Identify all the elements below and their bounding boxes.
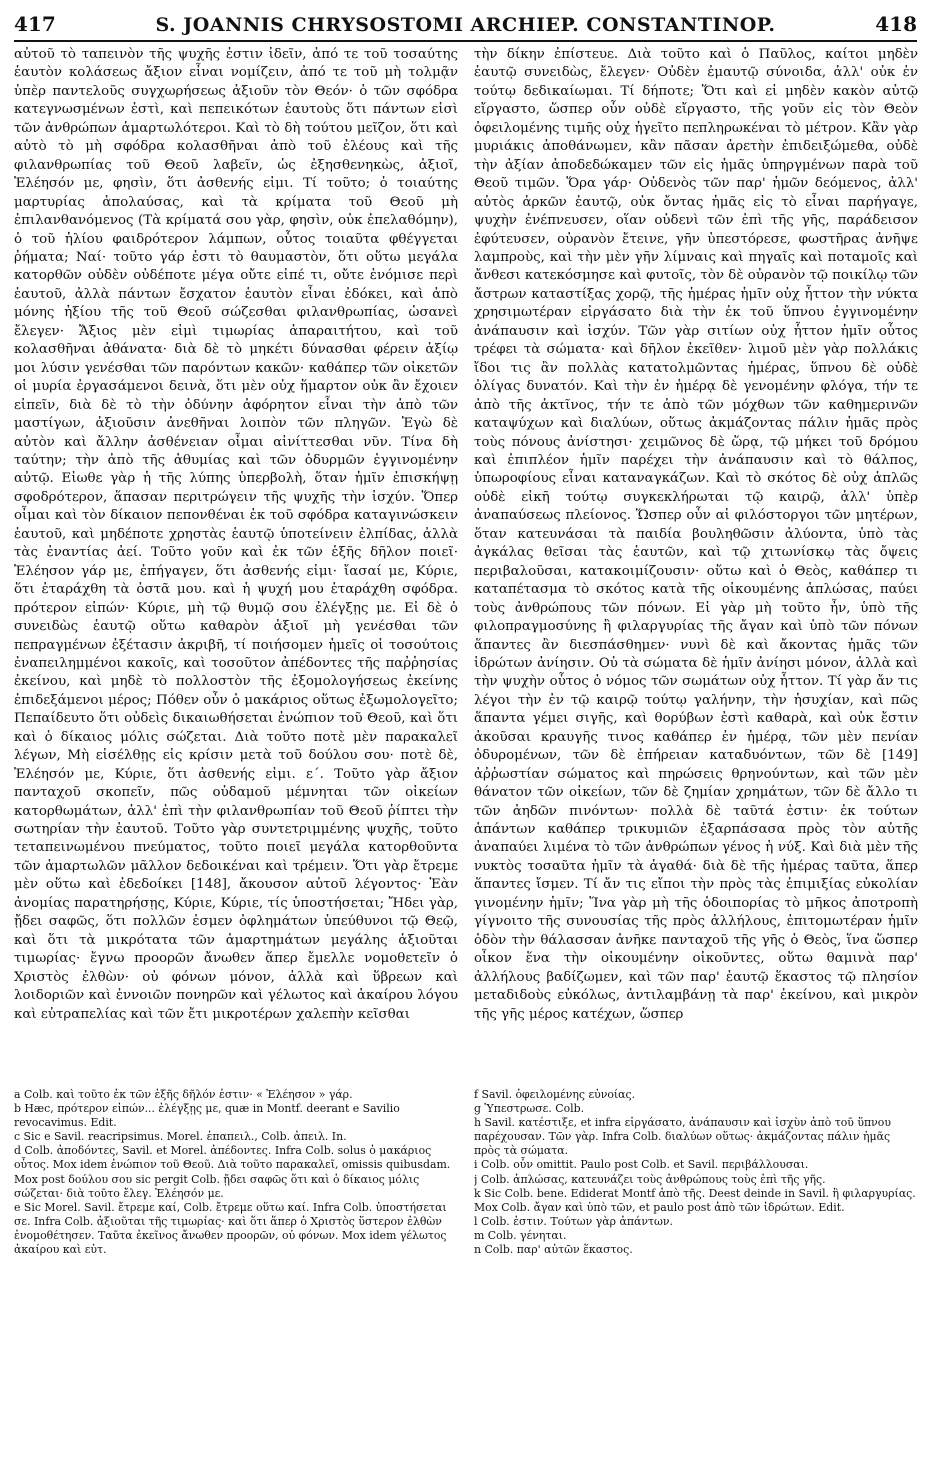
- left-column-text: [14, 46, 458, 1084]
- running-title: S. JOANNIS CHRYSOSTOMI ARCHIEP. CONSTANTINOP.: [155, 14, 776, 36]
- footnote: b Hæc, πρότερον εἰπών... ἐλέγξῃς με, quæ in Montf. deerant e Savilio revocavimus. Edit.: [14, 1102, 400, 1130]
- left-column-paragraph: αὐτοῦ τὸ ταπεινὸν τῆς ψυχῆς ἐστιν ἰδεῖν, ἀπό τε τοῦ τοσαύτης ἑαυτὸν κολάσεως ἄξιον εἶναι νομίζειν, ἀπό τε τοῦ μὴ τολμᾷν ὑπὲρ παντελοῦς συγχωρήσεως ἀξιοῦν τὸν Θεόν· ὁ τῶν σφόδρα κατεγνωσμένων ἐστὶ, καὶ πεπεικότων ἑαυτοὺς ὅτι πάντων εἰσὶ τῶν ἀνθρώπων ἁμαρτωλότεροι. Καὶ τὸ δὴ τούτου μεῖζον, ὅτι καὶ αὐτὸ τὸ μὴ σφόδρα κολασθῆναι ἀπὸ τοῦ ἐλέους καὶ τῆς φιλανθρωπίας τοῦ Θεοῦ λαβεῖν, ὡς ἐξησθενηκὼς, ἀξιοῖ, Ἐλέησόν με, φησὶν, ὅτι ἀσθενής εἰμι. Τί τοῦτο; ὁ τοιαύτης μαρτυρίας ἀπολαύσας, καὶ τὰ κρίματα τοῦ Θεοῦ μὴ ἐπιλανθανόμενος (Τὰ κρίματά σου γὰρ, φησὶν, οὐκ ἐπελαθόμην), ὁ τοῦ ἡλίου φαιδρότερον λάμπων, οὗτος τοιαῦτα φθέγγεται ῥήματα; Ναί· τοῦτο γάρ ἐστι τὸ θαυμαστὸν, ὅτι οὕτω μεγάλα κατορθῶν οὐδὲν οὐδέποτε μέγα οὔτε εἰπέ τι, οὔτε ἐνόμισε περὶ ἑαυτοῦ, ἀλλὰ πάντων ἔσχατον ἑαυτὸν εἶναι ἐδόκει, καὶ ἀπὸ μόνης ἠξίου τῆς τοῦ Θεοῦ σώζεσθαι φιλανθρωπίας, ὡσανεὶ ἔλεγεν· Ἄξιος μὲν εἰμὶ τιμωρίας ἀπαραιτήτου, καὶ τοῦ κολασθῆναι ἀθάνατα· διὰ δὲ τὸ μηκέτι δύνασθαι φέρειν ἀξίῳ μοι λύσιν γενέσθαι τῶν παρόντων κακῶν· καθάπερ τῶν οἰκετῶν οἱ μυρία ἐργασάμενοι δεινὰ, ὅτι μὲν οὐχ ἥμαρτον οὐκ ἂν ἔχοιεν εἰπεῖν, διὰ δὲ τὸ τὴν ὀδύνην ἀφόρητον εἶναι τὴν ἀπὸ τῶν μαστίγων, ἀξιοῦσιν ἀνεθῆναι λοιπὸν τῶν πληγῶν. Ἐγὼ δὲ αὐτὸν καὶ ἄλλην ἀσθένειαν οἶμαι αἰνίττεσθαι νῦν. Τίνα δὴ ταύτην; τὴν ἀπὸ τῆς ἀθυμίας καὶ τῶν ὀδυρμῶν ἐγγινομένην αὐτῷ. Εἰωθε γὰρ ἡ τῆς λύπης ὑπερβολὴ, ὅταν ἡμῖν ἐπισκήψῃ σφοδρότερον, ἅπασαν περιτρώγειν τῆς ψυχῆς τὴν ἰσχύν. Ὅπερ οἶμαι καὶ τὸν δίκαιον πεπονθέναι ἐκ τοῦ σφόδρα καταγινώσκειν ἑαυτοῦ, καὶ μηδέποτε χρηστὰς ἑαυτῷ ὑποτείνειν ἐλπίδας, ἀλλὰ τὰς ἐναντίας ἀεί. Τοῦτο γοῦν καὶ ἐκ τῶν ἑξῆς δῆλον ποιεῖ· Ἐλέησον γάρ με, ἐπήγαγεν, ὅτι ἀσθενής εἰμι· ἴασαί με, Κύριε, ὅτι ἐταράχθη τὰ ὀστᾶ μου. καὶ ἡ ψυχή μου ἐταράχθη σφόδρα. πρότερον εἰπών· Κύριε, μὴ τῷ θυμῷ σου ἐλέγξῃς με. Εἰ δὲ ὁ συνειδὼς ἑαυτῷ οὕτω καθαρὸν ἀξιοῖ μὴ γενέσθαι τῶν πεπραγμένων ἐξέτασιν ἀκριβῆ, τί ποιήσομεν ἡμεῖς οἱ τοσούτοις ἐναπειλημμένοι κακοῖς, καὶ τοσοῦτον ἀπέδοντες τῆς παῤῥησίας ἐκείνου, καὶ μηδὲ τὸ πολλοστὸν τῆς ἐξομολογήσεως ἐκείνης ἐπιδεξάμενοι μέρος; Πόθεν οὖν ὁ μακάριος οὕτως ἐξωμολογεῖτο; Πεπαίδευτο ὅτι οὐδεὶς δικαιωθήσεται ἐνώπιον τοῦ Θεοῦ, καὶ ὅτι καὶ ὁ δίκαιος μόλις σώζεται. Διὰ τοῦτο ποτὲ μὲν παρακαλεῖ λέγων, Μὴ εἰσέλθῃς εἰς κρίσιν μετὰ τοῦ δούλου σου· ποτὲ δὲ, Ἐλέησόν με, Κύριε, ὅτι ἀσθενής εἰμι. ε΄. Τοῦτο γὰρ ἄξιον πανταχοῦ σκοπεῖν, πῶς οὐδαμοῦ μέμνηται τῶν οἰκείων κατορθωμάτων, ἀλλ' ἐπὶ τὴν φιλανθρωπίαν τοῦ Θεοῦ ῥίπτει τὴν σωτηρίαν τὴν ἑαυτοῦ. Τοῦτο γὰρ συντετριμμένης ψυχῆς, τοῦτο τεταπεινωμένου πνεύματος, τοῦτο ποιεῖ μεγάλα κατορθοῦντα τῶν ἁμαρτωλῶν μᾶλλον δεδοικέναι καὶ τρέμειν. Ὅτι γὰρ ἔτρεμε μὲν οὕτω καὶ ἐδεδοίκει [148], ἄκουσον αὐτοῦ λέγοντος· Ἐὰν ἀνομίας παρατηρήσῃς, Κύριε, Κύριε, τίς ὑποστήσεται; Ἤδει γὰρ, ᾔδει σαφῶς, ὅτι πολλῶν ἐσμεν ὀφλημάτων ὑπεύθυνοι τῷ Θεῷ, καὶ ὅτι τὰ μικρότατα τῶν ἁμαρτημάτων μεγάλης ἀξιοῦται τιμωρίας· ἔγνω προορῶν ἄνωθεν ἅπερ ἔμελλε νομοθετεῖν ὁ Χριστὸς ἐλθὼν· οὐ φόνων μόνον, ἀλλὰ καὶ ὕβρεων καὶ λοιδοριῶν καὶ ἐννοιῶν πονηρῶν καὶ γέλωτος καὶ ἀκαίρου λόγου καὶ εὐτραπελίας καὶ τῶν ἔτι μικροτέρων χαλεπὴν κεῖσθαι: [14, 47, 458, 1022]
- footnote: i Colb. οὖν omittit. Paulo post Colb. et Savil. περιβάλλουσαι.: [474, 1158, 809, 1172]
- footnote: a Colb. καὶ τοῦτο ἐκ τῶν ἑξῆς δῆλόν ἐστιν· « Ἐλέησον » γάρ.: [14, 1088, 353, 1101]
- footnote: g Ὑπεστρωσε. Colb.: [474, 1102, 585, 1116]
- right-column-text: [474, 46, 918, 1084]
- footnote: m Colb. γένηται.: [474, 1228, 567, 1242]
- left-page-number: 417: [14, 12, 56, 36]
- footnote: c Sic e Savil. reacripsimus. Morel. ἐπαπειλ., Colb. ἀπειλ. In.: [14, 1130, 347, 1144]
- footnote: l Colb. ἐστιν. Τούτων γὰρ ἁπάντων.: [474, 1214, 673, 1228]
- left-footnotes: [14, 1088, 458, 1468]
- footnote: h Savil. κατέστιξε, et infra εἰργάσατο, ἀνάπαυσιν καὶ ἰσχὺν ἀπὸ τοῦ ὕπνου παρέχουσαν. Τῶν γὰρ. Infra Colb. διαλύων οὕτως· ἀκμάζοντας πάλιν ἡμᾶς πρὸς τὰ σώματα.: [474, 1116, 891, 1158]
- right-column-paragraph: τὴν δίκην ἐπίστευε. Διὰ τοῦτο καὶ ὁ Παῦλος, καίτοι μηδὲν ἑαυτῷ συνειδὼς, ἔλεγεν· Οὐδὲν ἐμαυτῷ σύνοιδα, ἀλλ' οὐκ ἐν τούτῳ δεδικαίωμαι. Τί δήποτε; Ὅτι καὶ εἰ μηδὲν κακὸν αὐτῷ εἴργαστο, ὥσπερ οὖν οὐδὲ εἴργαστο, τῆς γοῦν εἰς τὸν Θεὸν ὀφειλομένης τιμῆς οὐχ ἡγεῖτο πεπληρωκέναι τὸ μέτρον. Κἂν γὰρ μυριάκις ἀποθάνωμεν, κἂν πᾶσαν ἀρετὴν ἐπιδειξώμεθα, οὐδὲ τὴν ἀξίαν ἀποδεδώκαμεν τῶν εἰς ἡμᾶς ὑπηργμένων παρὰ τοῦ Θεοῦ τιμῶν. Ὅρα γάρ· Οὐδενὸς τῶν παρ' ἡμῶν δεόμενος, ἀλλ' αὐτὸς ἀρκῶν ἑαυτῷ, οὐκ ὄντας ἡμᾶς εἰς τὸ εἶναι παρήγαγε, ψυχὴν ἐνέπνευσεν, οἵαν οὐδενὶ τῶν ἐπὶ τῆς γῆς, παράδεισον ἐφύτευσεν, οὐρανὸν ἔτεινε, γῆν ὑπεστόρεσε, φωστῆρας ἀνῆψε λαμπροὺς, καὶ τὴν μὲν γῆν λίμναις καὶ πηγαῖς καὶ ποταμοῖς καὶ ἄνθεσι κατεκόσμησε καὶ φυτοῖς, τὸν δὲ οὐρανὸν τῷ ποικίλῳ τῶν ἄστρων καταστίξας χορῷ, τῆς ἡμέρας ἡμῖν οὐχ ἧττον τὴν νύκτα χρησιμωτέραν εἰργάσατο διὰ τὴν ἐκ τοῦ ὕπνου ἐγγινομένην ἀνάπαυσιν καὶ ἰσχύν. Τῶν γὰρ σιτίων οὐχ ἧττον ἡμῖν οὗτος τρέφει τὰ σώματα· καὶ δῆλον ἐκεῖθεν· λιμοῦ μὲν γὰρ πολλάκις ἴδοι τις ἂν πολλὰς κατατολμῶντας ἡμέρας, ὕπνου δὲ οὐδὲ ὀλίγας δυνατόν. Καὶ τὴν ἐν ἡμέρᾳ δὲ γενομένην φλόγα, τήν τε ἀπὸ τῆς ἀκτῖνος, τήν τε ἀπὸ τῶν μόχθων τῶν καθημερινῶν καταψύχων καὶ διαλύων, οὕτως ἀκμάζοντας πάλιν ἡμᾶς πρὸς τοὺς πόνους ἀνίστησι· χειμῶνος δὲ ὥρᾳ, τῷ μήκει τοῦ δρόμου καὶ ἐπιπλέον ἡμῖν παρέχει τὴν ἀνάπαυσιν καὶ τὸ θάλπος, ὑπωροφίους εἶναι καταναγκάζων. Καὶ τὸ σκότος δὲ οὐχ ἁπλῶς οὐδὲ εἰκῆ τούτῳ συγκεκλήρωται τῷ καιρῷ, ἀλλ' ὑπὲρ ἀναπαύσεως πλείονος. Ὥσπερ οὖν αἱ φιλόστοργοι τῶν μητέρων, ὅταν κατευνάσαι τὰ παιδία βουληθῶσιν ἀλύοντα, ὑπὸ τὰς ἀγκάλας θεῖσαι τὰς ἑαυτῶν, καὶ τῷ χιτωνίσκῳ τὰς ὄψεις περιβαλοῦσαι, κατακοιμίζουσιν· οὕτω καὶ ὁ Θεὸς, καθάπερ τι καταπέτασμα τὸ σκότος κατὰ τῆς οἰκουμένης ἁπλώσας, παύει τοὺς ἀνθρώπους τῶν πόνων. Εἰ γὰρ μὴ τοῦτο ἦν, ὑπὸ τῆς φιλοπραγμοσύνης ἢ φιλαργυρίας τῆς ἄγαν καὶ ὑπὸ τῶν πόνων ἅπαντες ἂν διεσπάσθημεν· νυνὶ δὲ καὶ ἄκοντας ἡμᾶς τῶν ἱδρώτων ἀνίησιν. Οὐ τὰ σώματα δὲ ἡμῖν ἀνίησι μόνον, ἀλλὰ καὶ τὴν ψυχὴν οὗτος ὁ νόμος τῶν σωμάτων οὐχ ἧττον. Τί γὰρ ἄν τις λέγοι τὴν ἐν τῷ καιρῷ τούτῳ γαλήνην, τὴν ἡσυχίαν, καὶ πῶς ἅπαντα γέμει σιγῆς, καὶ θορύβων ἐστὶ καθαρὰ, καὶ οὐκ ἔστιν ἀκοῦσαι κραυγῆς τινος καθάπερ ἐν ἡμέρᾳ, τῶν μὲν πενίαν ὀδυρομένων, τῶν δὲ ἐπήρειαν καταδυόντων, τῶν δὲ [149] ἀῤῥωστίαν σώματος καὶ πηρώσεις θρηνούντων, καὶ τῶν μὲν θάνατον τῶν οἰκείων, τῶν δὲ ζημίαν χρημάτων, τῶν δὲ ἄλλο τι τῶν ἀηδῶν πινόντων· πολλὰ δὲ ταῦτά ἐστιν· ἐκ τούτων ἁπάντων καθάπερ τρικυμιῶν ἐξαρπάσασα πρὸς τὸν αὐτῆς ἀναπαύει λιμένα τὸ τῶν ἀνθρώπων γένος ἡ νύξ. Καὶ διὰ μὲν τῆς νυκτὸς τοσαῦτα ἡμῖν τὰ ἀγαθά· διὰ δὲ τῆς ἡμέρας ταῦτα, ἅπερ ἅπαντες ἴσμεν. Τί ἄν τις εἴποι τὴν πρὸς τὰς ἐπιμιξίας εὐκολίαν γινομένην ἡμῖν; Ἵνα γὰρ μὴ τῆς ὁδοιπορίας τὸ μῆκος ἀποτροπὴ γίγνοιτο τῆς συνουσίας τῆς πρὸς ἀλλήλους, ἐπιτομωτέραν ἡμῖν ὁδὸν τὴν θάλασσαν ἀνῆκε πανταχοῦ τῆς γῆς ὁ Θεὸς, ἵνα ὥσπερ οἶκον ἕνα τὴν οἰκουμένην οἰκοῦντες, οὕτω θαμινὰ παρ' ἀλλήλους βαδίζωμεν, καὶ τῶν παρ' ἑαυτῷ ἕκαστος τῷ πλησίον μεταδιδοὺς εὐκόλως, ἀντιλαμβάνῃ τὰ παρ' ἐκείνου, καὶ μικρὸν τῆς γῆς μέρος κατέχων, ὥσπερ: [474, 47, 918, 1022]
- right-page-number: 418: [875, 12, 917, 36]
- right-footnotes: [474, 1088, 918, 1468]
- footnote: f Savil. ὀφειλομένης εὐνοίας.: [474, 1088, 636, 1101]
- footnote: e Sic Morel. Savil. ἔτρεμε καί, Colb. ἔτρεμε οὕτω καί. Infra Colb. ὑποστήσεται σε. Infra Colb. ἀξιοῦται τῆς τιμωρίας· καὶ ὅτι ἅπερ ὁ Χριστὸς ὕστερον ἐλθὼν ἐνομοθέτησεν. Ταῦτα ἐκεῖνος ἄνωθεν προορῶν, οὐ φόνων. Mox idem γέλωτος ἀκαίρου καὶ εὐτ.: [14, 1200, 447, 1257]
- page-header: [14, 10, 917, 42]
- footnote: d Colb. ἀποδόντες, Savil. et Morel. ἀπέδοντες. Infra Colb. solus ὁ μακάριος οὗτος. Mox idem ἐνώπιον τοῦ Θεοῦ. Διὰ τοῦτο παρακαλεῖ, omissis quibusdam. Mox post δούλου σου sic pergit Colb. ᾔδει σαφῶς ὅτι καὶ ὁ δίκαιος μόλις σώζεται· διὰ τοῦτο ἔλεγ. Ἐλέησόν με.: [14, 1144, 451, 1200]
- footnote: j Colb. ἁπλώσας, κατευνάζει τοὺς ἀνθρώπους τοὺς ἐπὶ τῆς γῆς.: [474, 1172, 826, 1186]
- footnote: n Colb. παρ' αὐτῶν ἕκαστος.: [474, 1243, 633, 1257]
- footnote: k Sic Colb. bene. Ediderat Montf ἀπὸ τῆς. Deest deinde in Savil. ἢ φιλαργυρίας. Mox Colb. ἄγαν καὶ ὑπὸ τῶν, et paulo post ἀπὸ τῶν ἱδρώτων. Edit.: [474, 1186, 916, 1214]
